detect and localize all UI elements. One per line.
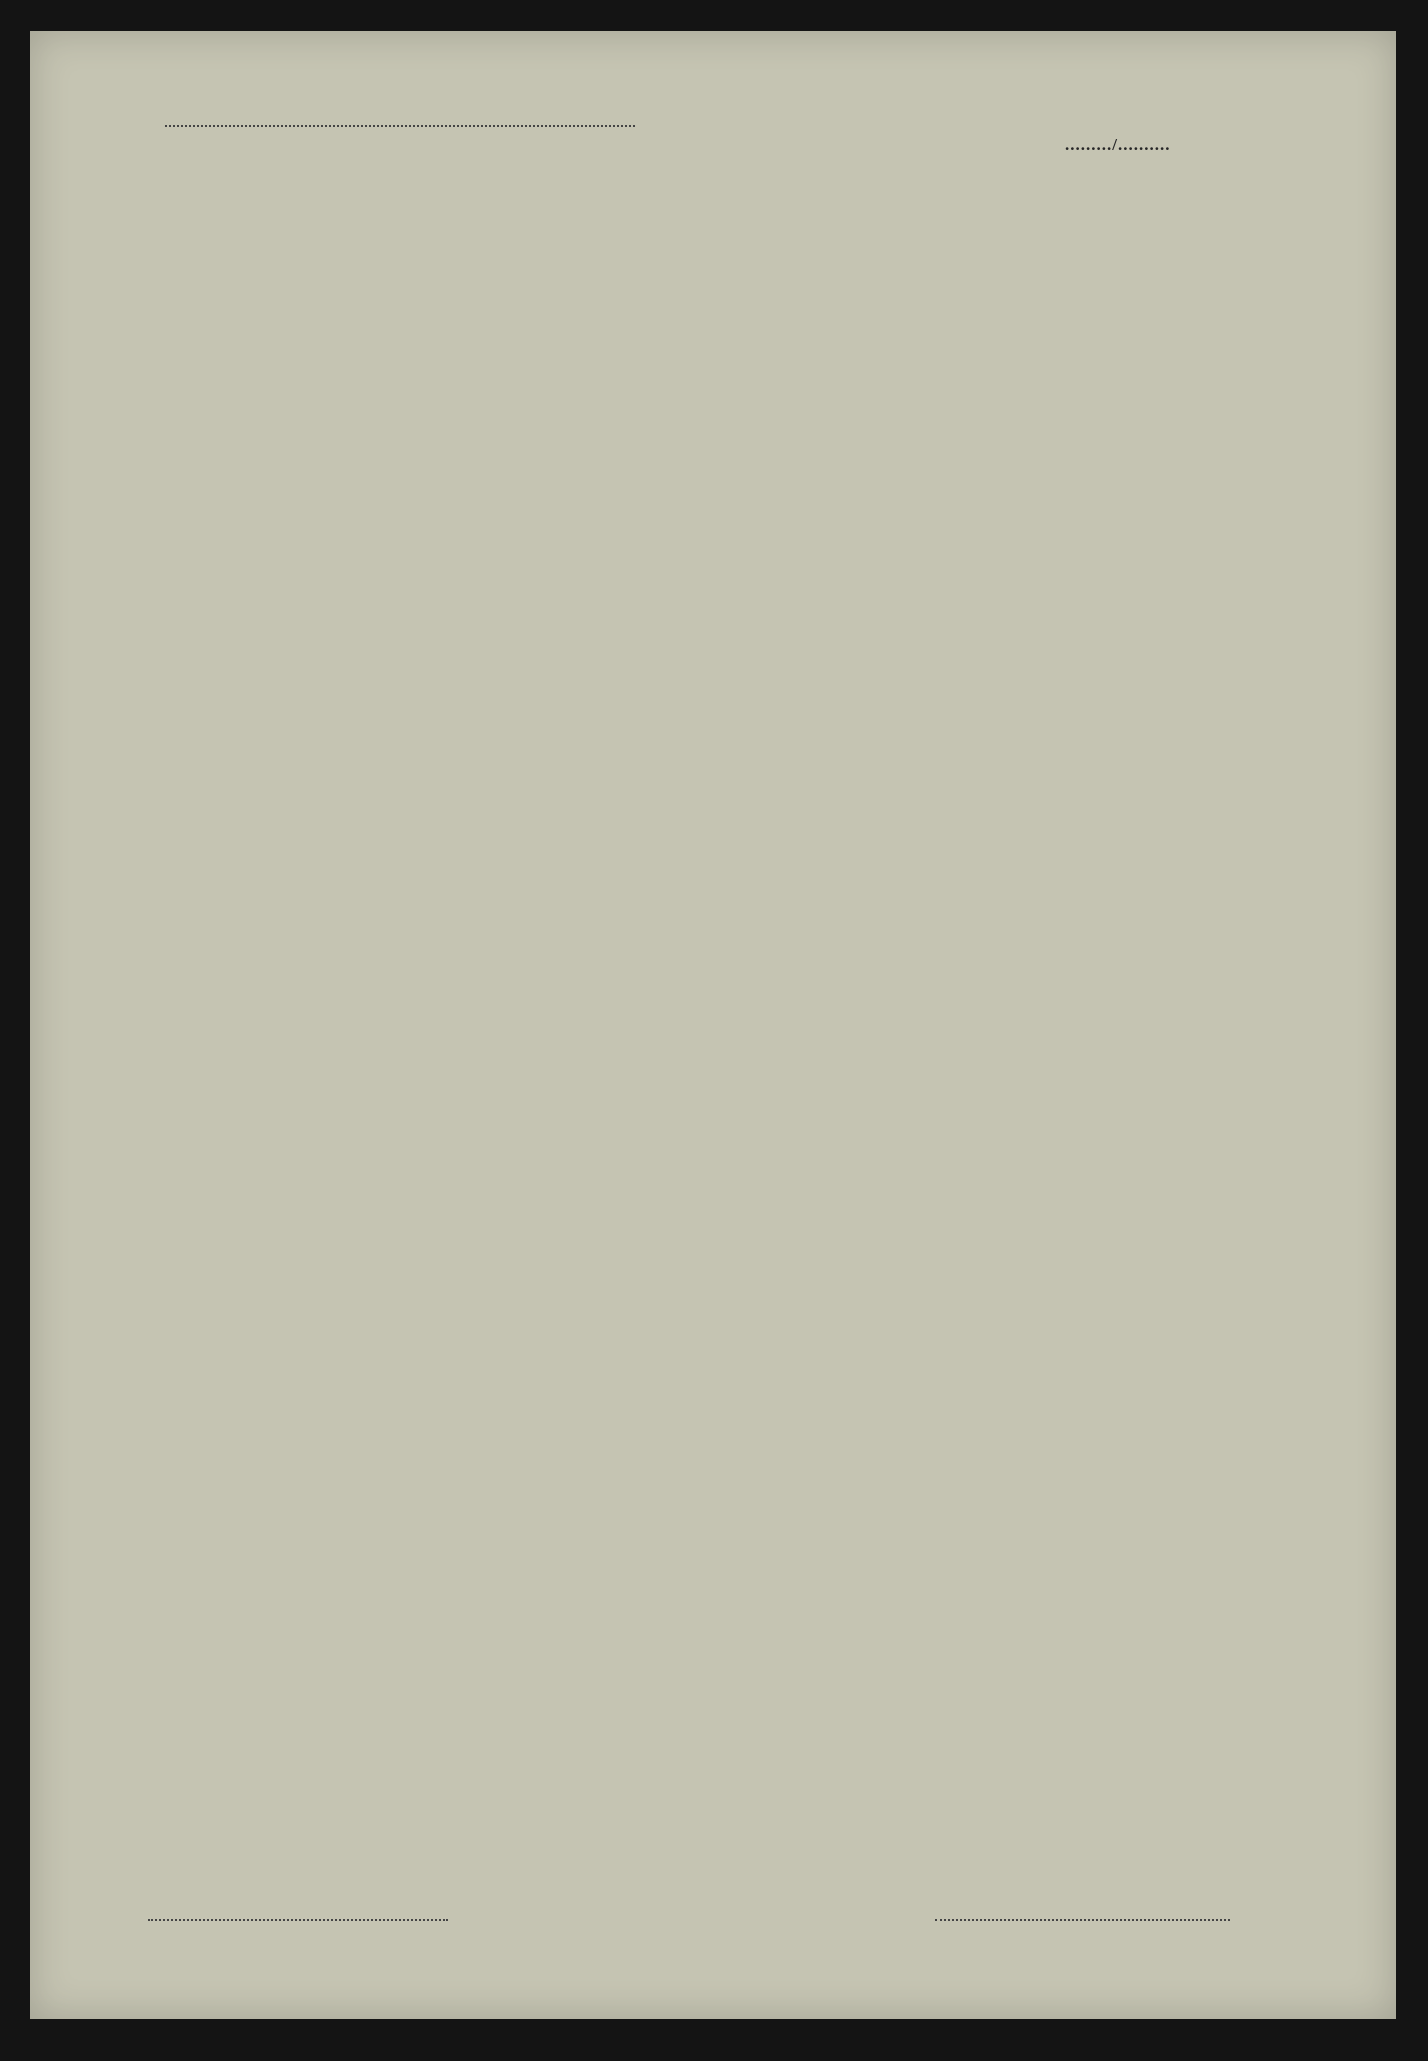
serial-number[interactable]: ........./.......... bbox=[1065, 135, 1171, 154]
form-page bbox=[30, 31, 1396, 2019]
signature-line[interactable] bbox=[935, 1919, 1230, 1921]
unit-line[interactable] bbox=[165, 89, 635, 127]
page-title-line2 bbox=[223, 201, 326, 234]
date-of-despatch-line[interactable] bbox=[148, 1919, 448, 1921]
